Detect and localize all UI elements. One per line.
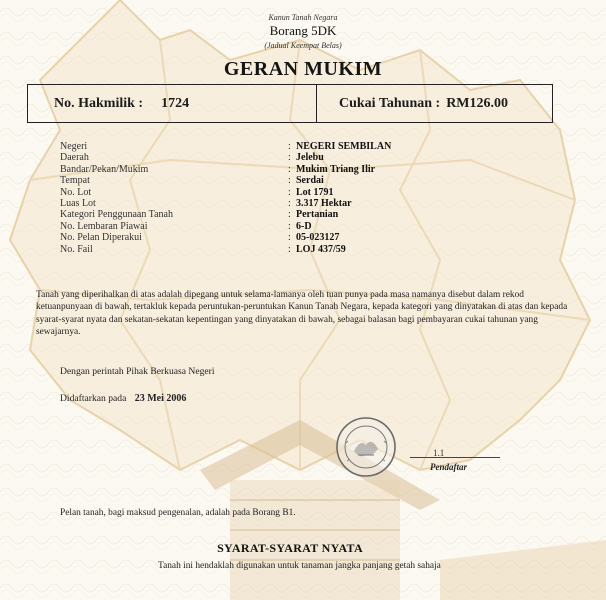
- detail-label: Negeri: [60, 141, 88, 152]
- plan-note: Pelan tanah, bagi maksud pengenalan, adalah pada Borang B1.: [60, 508, 296, 518]
- detail-label: No. Lembaran Piawai: [60, 220, 148, 232]
- detail-value: Serdai: [296, 175, 324, 187]
- tenure-statement: Tanah yang diperihalkan di atas adalah dipegang untuk selama-lamanya oleh tuan punya pada masa namanya disebut dalam rekod ketuanpunyaan di bawah, tertakluk kepada peruntukan-peruntukan Kanun Tanah Negara, kepada kategori yang dinyatakan di atas dan kepada syarat-syarat nyata dan sekatan-sekatan kepentingan yang dinyatakan di bawah, sebagai balasan bagi pembayaran cukai tahunan yang sewajarnya.: [36, 290, 568, 338]
- detail-row: Negeri : NEGERI SEMBILAN: [60, 141, 392, 152]
- annual-tax-label: Cukai Tahunan :: [339, 95, 441, 111]
- detail-label: No. Fail: [60, 243, 93, 255]
- detail-label: Daerah: [60, 152, 89, 164]
- detail-label: Luas Lot: [60, 197, 96, 209]
- detail-value: Mukim Triang Ilir: [296, 163, 376, 175]
- detail-value: LOJ 437/59: [296, 243, 346, 255]
- title-number-value: 1724: [161, 95, 190, 111]
- express-conditions-title: SYARAT-SYARAT NYATA: [217, 541, 363, 555]
- detail-row: No. Lembaran Piawai : 6-D: [60, 220, 312, 232]
- detail-value: Jelebu: [296, 152, 324, 164]
- detail-value: NEGERI SEMBILAN: [296, 141, 392, 152]
- detail-label: Tempat: [60, 175, 90, 187]
- registration-label: Didaftarkan pada: [60, 393, 127, 404]
- detail-row: No. Pelan Diperakui : 05-023127: [60, 232, 340, 244]
- detail-label: No. Lot: [60, 186, 92, 198]
- title-number-box: [27, 84, 553, 123]
- annual-tax-cell: [317, 85, 552, 122]
- detail-label: Kategori Penggunaan Tanah: [60, 209, 173, 221]
- detail-row: Bandar/Pekan/Mukim : Mukim Triang Ilir: [60, 163, 376, 175]
- title-number-cell: [28, 85, 317, 122]
- detail-row: Kategori Penggunaan Tanah : Pertanian: [60, 209, 339, 221]
- detail-row: Luas Lot : 3.317 Hektar: [60, 197, 352, 209]
- detail-value: 3.317 Hektar: [296, 197, 352, 209]
- title-number-label: No. Hakmilik :: [54, 95, 144, 111]
- annual-tax-value: RM126.00: [446, 95, 509, 111]
- detail-label: No. Pelan Diperakui: [60, 232, 142, 244]
- detail-value: Lot 1791: [296, 186, 334, 198]
- detail-row: No. Lot : Lot 1791: [60, 186, 334, 198]
- express-conditions-text: Tanah ini hendaklah digunakan untuk tanaman jangka panjang getah sahaja: [158, 561, 441, 571]
- registration-date: 23 Mei 2006: [134, 393, 187, 404]
- detail-label: Bandar/Pekan/Mukim: [60, 163, 149, 175]
- signature-mark: 1.1: [433, 448, 445, 458]
- signature-line: [410, 457, 500, 458]
- official-seal-stamp: [334, 415, 398, 479]
- detail-value: 6-D: [296, 220, 312, 232]
- detail-row: Tempat : Serdai: [60, 175, 324, 187]
- detail-row: Daerah : Jelebu: [60, 152, 324, 164]
- document-title: GERAN MUKIM: [223, 58, 383, 80]
- detail-value: 05-023127: [296, 232, 340, 244]
- detail-row: No. Fail : LOJ 437/59: [60, 243, 346, 255]
- registration-line: [60, 393, 186, 404]
- authority-order-text: Dengan perintah Pihak Berkuasa Negeri: [60, 366, 215, 377]
- form-subtitle: (Jadual Keempat Belas): [264, 41, 342, 50]
- land-details: [60, 141, 540, 255]
- act-name: Kanun Tanah Negara: [268, 13, 338, 22]
- form-title: Borang 5DK: [269, 23, 337, 38]
- detail-value: Pertanian: [296, 209, 339, 221]
- registrar-label: Pendaftar: [430, 462, 467, 472]
